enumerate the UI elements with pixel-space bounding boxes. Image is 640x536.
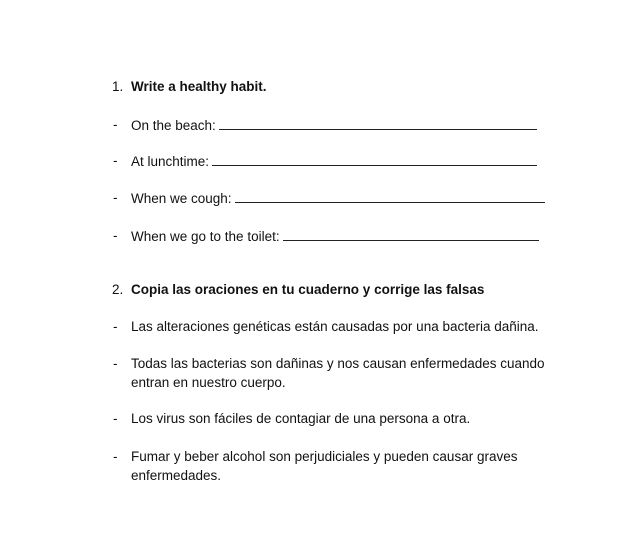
answer-blank[interactable]: [283, 227, 539, 241]
item-text-line: entran en nuestro cuerpo.: [131, 375, 286, 390]
answer-blank[interactable]: [235, 189, 545, 203]
item-bullet: -: [113, 319, 118, 334]
item-text-line: Fumar y beber alcohol son perjudiciales y pueden causar graves: [131, 449, 518, 464]
answer-blank[interactable]: [212, 152, 537, 166]
item-bullet: -: [113, 190, 118, 205]
section1-number: 1.: [112, 79, 124, 94]
item-text-line: Las alteraciones genéticas están causadas por una bacteria dañina.: [131, 319, 539, 334]
item-prompt: When we go to the toilet:: [131, 229, 280, 244]
item-bullet: -: [113, 449, 118, 464]
item-text-line: Los virus son fáciles de contagiar de una persona a otra.: [131, 411, 471, 426]
item-bullet: -: [113, 117, 118, 132]
item-prompt: On the beach:: [131, 118, 216, 133]
section2-title: Copia las oraciones en tu cuaderno y corrige las falsas: [131, 282, 485, 297]
answer-blank[interactable]: [219, 116, 537, 130]
item-text-line: Todas las bacterias son dañinas y nos causan enfermedades cuando: [131, 356, 545, 371]
section2-number: 2.: [112, 282, 124, 297]
section1-title: Write a healthy habit.: [131, 79, 267, 94]
item-bullet: -: [113, 228, 118, 243]
item-prompt: When we cough:: [131, 191, 232, 206]
item-text-line: enfermedades.: [131, 468, 222, 483]
item-bullet: -: [113, 356, 118, 371]
item-prompt: At lunchtime:: [131, 154, 210, 169]
item-bullet: -: [113, 153, 118, 168]
item-bullet: -: [113, 411, 118, 426]
